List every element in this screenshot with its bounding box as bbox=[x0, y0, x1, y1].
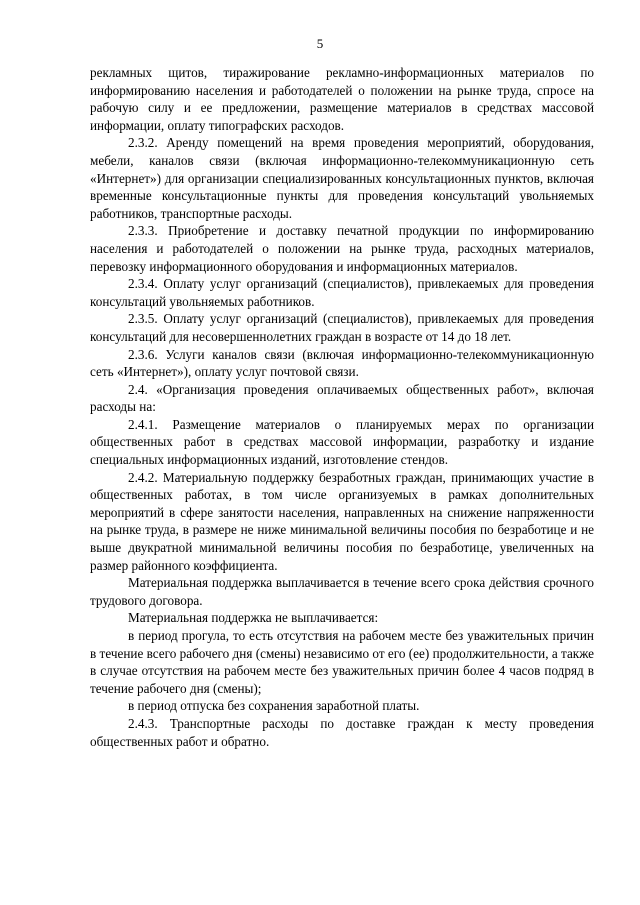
paragraph-2-4-2: 2.4.2. Материальную поддержку безработных граждан, принимающих участие в общественных работах, в том числе организуемых в рамках дополнительных мероприятий в сфере занятости населения, направленных на снижение напряженности на рынке труда, в размере не ниже минимальной величины пособия по безработице и не выше двукратной минимальной величины пособия по безработице, увеличенных на размер районного коэффициента. bbox=[90, 469, 594, 573]
paragraph-2-3-3: 2.3.3. Приобретение и доставку печатной продукции по информированию населения и работодателей о положении на рынке труда, расходных материалов, перевозку информационного оборудования и информационных материалов. bbox=[90, 223, 594, 274]
paragraph-truancy: в период прогула, то есть отсутствия на рабочем месте без уважительных причин в течение всего рабочего дня (смены) независимо от его (ее) продолжительности, а также в случае отсутствия на рабочем месте без уважительных причин более 4 часов подряд в течение рабочего дня (смены); bbox=[90, 628, 594, 696]
paragraph-support-not-paid: Материальная поддержка не выплачивается: bbox=[128, 610, 379, 626]
paragraph-2-4: 2.4. «Организация проведения оплачиваемых общественных работ», включая расходы на: bbox=[90, 381, 594, 415]
paragraph-continuation: рекламных щитов, тиражирование рекламно-информационных материалов по информированию населения и работодателей о положении на рынке труда, спросе на рабочую силу и ее предложении, размещение материалов в средствах массовой информации, оплату типографских расходов. bbox=[90, 65, 594, 133]
paragraph-unpaid-leave: в период отпуска без сохранения заработной платы. bbox=[128, 698, 420, 714]
paragraph-2-3-6: 2.3.6. Услуги каналов связи (включая информационно-телекоммуникационную сеть «Интернет»), оплату услуг почтовой связи. bbox=[90, 346, 594, 380]
paragraph-support-paid: Материальная поддержка выплачивается в течение всего срока действия срочного трудового договора. bbox=[90, 575, 594, 608]
paragraph-2-4-1: 2.4.1. Размещение материалов о планируемых мерах по организации общественных работ в средствах массовой информации, разработку и издание специальных информационных изданий, изготовление стендов. bbox=[90, 416, 594, 468]
paragraph-2-3-2: 2.3.2. Аренду помещений на время проведения мероприятий, оборудования, мебели, каналов связи (включая информационно-телекоммуникационную сеть «Интернет») для организации специализированных консультационных пунктов, включая временные консультационные пункты для проведения консультаций увольняемых работников, транспортные расходы. bbox=[90, 135, 594, 221]
document-body bbox=[90, 64, 594, 750]
paragraph-2-3-4: 2.3.4. Оплату услуг организаций (специалистов), привлекаемых для проведения консультаций увольняемых работников. bbox=[90, 276, 594, 309]
page-number: 5 bbox=[316, 36, 324, 51]
paragraph-2-3-5: 2.3.5. Оплату услуг организаций (специалистов), привлекаемых для проведения консультаций для несовершеннолетних граждан в возрасте от 14 до 18 лет. bbox=[90, 311, 594, 344]
paragraph-2-4-3: 2.4.3. Транспортные расходы по доставке граждан к месту проведения общественных работ и обратно. bbox=[90, 715, 594, 749]
